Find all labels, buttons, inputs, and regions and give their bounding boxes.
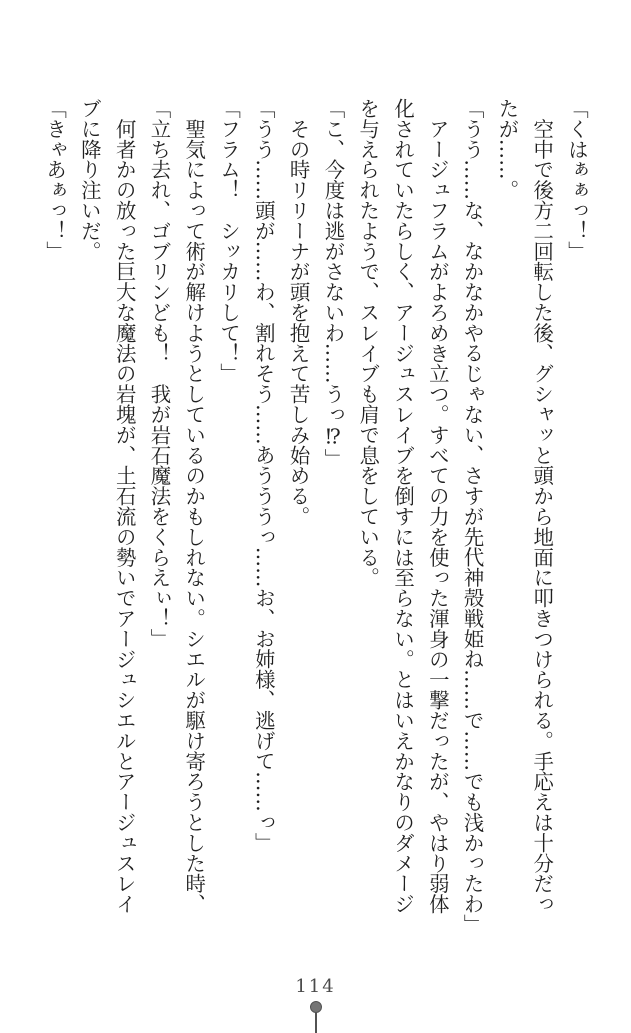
text-line: 何者かの放った巨大な魔法の岩塊が、土石流の勢いでアージュシエルとアージュスレイ xyxy=(112,98,137,914)
text-line: 空中で後方二回転した後、グシャッと頭から地面に叩きつけられる。手応えは十分だっ xyxy=(530,98,555,914)
text-line: 「立ち去れ、ゴブリンども！ 我が岩石魔法をくらえぃ！」 xyxy=(147,98,172,649)
text-line: 「こ、今度は逃がさないわ……うっ⁉」 xyxy=(321,98,346,469)
body-text xyxy=(37,98,594,948)
text-line: 「うう……頭が……わ、割れそう……あうううっ……お、お姉様、逃げて……っ」 xyxy=(251,98,276,853)
text-line: 「きゃあぁっ！」 xyxy=(43,98,68,262)
text-line: アージュフラムがよろめき立つ。すべての力を使った渾身の一撃だったが、やはり弱体 xyxy=(425,98,450,914)
text-line: を与えられたようで、スレイブも肩で息をしている。 xyxy=(356,98,381,588)
page-number: 114 xyxy=(295,976,336,997)
page-footer xyxy=(0,972,631,1033)
text-line: ブに降り注いだ。 xyxy=(77,98,102,262)
text-line: 化されていたらしく、アージュスレイブを倒すには至らない。とはいえかなりのダメージ xyxy=(391,98,416,914)
footer-rule xyxy=(315,1012,317,1033)
text-line: 「うう……な、なかなかやるじゃない、さすが先代神殻戦姫ね……で……でも浅かったわ」 xyxy=(460,98,485,935)
text-line: 聖気によって術が解けようとしているのかもしれない。シエルが駆け寄ろうとした時、 xyxy=(182,98,207,914)
text-line: 「フラム！ シッカリして！」 xyxy=(217,98,242,384)
text-line: その時リリーナが頭を抱えて苦しみ始める。 xyxy=(286,98,311,527)
text-line: たが……。 xyxy=(495,98,520,200)
text-line: 「くはぁぁっ！」 xyxy=(565,98,589,262)
